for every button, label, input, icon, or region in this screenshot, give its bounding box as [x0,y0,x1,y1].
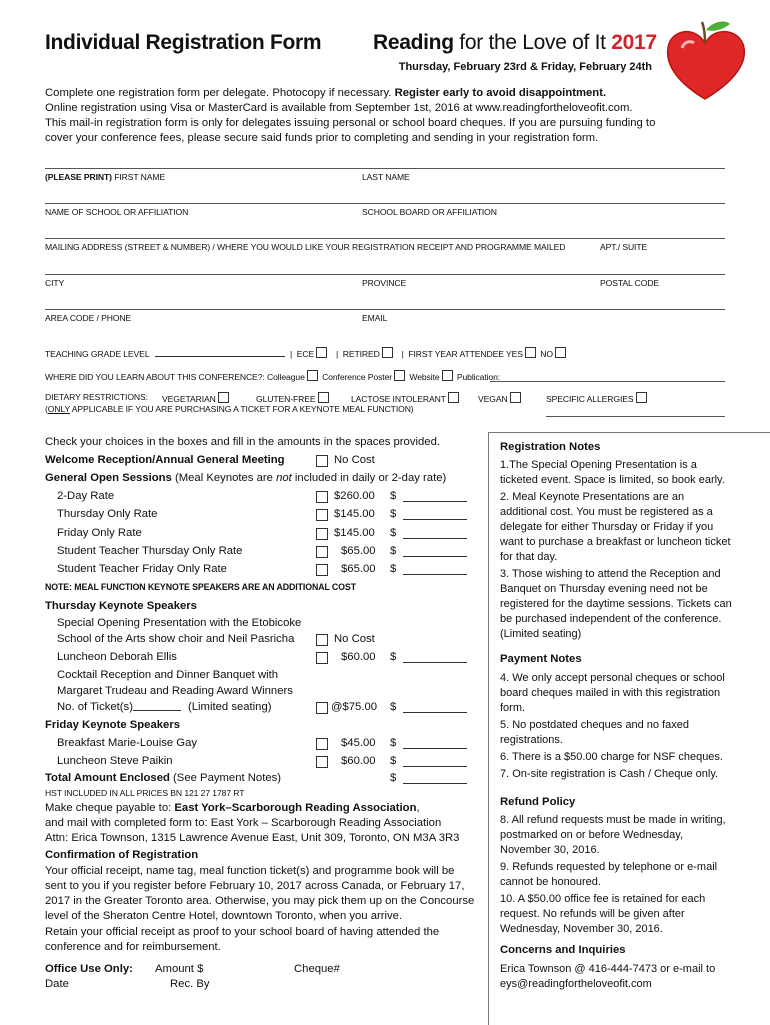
luncheon-thu-amount[interactable] [403,662,467,663]
dollar-sign: $ [390,651,397,663]
brand-for: for the Love of It [459,31,606,54]
breakfast-amount[interactable] [403,748,467,749]
payment-notes-heading: Payment Notes [500,653,582,665]
refund-notes [500,813,732,937]
cocktail-checkbox[interactable] [316,702,328,714]
brand-logo-text [373,31,657,55]
grade-input[interactable] [155,356,285,357]
confirmation-heading: Confirmation of Registration [45,849,199,861]
welcome-label: Welcome Reception/Annual General Meeting [45,454,285,466]
intro-warning: Register early to avoid disappointment. [394,87,607,99]
rate-amount[interactable] [403,519,467,520]
special-price: No Cost [334,633,375,645]
city-label: CITY [45,278,65,288]
rate-checkbox[interactable] [316,491,328,503]
rate-amount[interactable] [403,538,467,539]
first-year-yes-checkbox[interactable] [525,347,536,358]
intro-line1: Complete one registration form per delegate. Photocopy if necessary. [45,87,395,99]
city-field[interactable] [45,274,725,275]
dollar-sign: $ [390,527,397,539]
rate-price: $65.00 [341,563,376,575]
rate-label: Friday Only Rate [57,527,142,539]
total-amount[interactable] [403,783,467,784]
lactose-option: LACTOSE INTOLERANT [351,392,461,404]
ece-checkbox[interactable] [316,347,327,358]
rate-price: $145.00 [334,508,375,520]
cheque-payable: Make cheque payable to: East York–Scarborough Reading Association, [45,802,420,814]
mail-to: and mail with completed form to: East York – Scarborough Reading Association [45,817,442,829]
cocktail-amount[interactable] [403,712,467,713]
rate-amount[interactable] [403,501,467,502]
total-label: Total Amount Enclosed (See Payment Notes) [45,772,282,784]
welcome-price: No Cost [334,454,375,466]
rate-amount[interactable] [403,574,467,575]
breakfast-label: Breakfast Marie-Louise Gay [57,737,198,749]
ticket-count-input[interactable] [133,710,181,711]
board-label: SCHOOL BOARD OR AFFILIATION [362,207,497,217]
luncheon-thu-checkbox[interactable] [316,652,328,664]
tickets-label: No. of Ticket(s) [57,701,133,713]
note-item: 6. There is a $50.00 charge for NSF cheques. [500,751,723,763]
rate-label: Thursday Only Rate [57,508,158,520]
note-item: 5. No postdated cheques and no faxed registrations. [500,719,689,746]
cocktail-line1: Cocktail Reception and Dinner Banquet with [57,669,279,681]
website-checkbox[interactable] [442,370,453,381]
breakfast-price: $45.00 [341,737,376,749]
rate-checkbox[interactable] [316,528,328,540]
breakfast-checkbox[interactable] [316,738,328,750]
dollar-sign: $ [390,545,397,557]
note-item: 3. Those wishing to attend the Reception and Banquet on Thursday evening need not be registered for the daytime sessions. Tickets can be purchased independent of the conference. (Limited seating) [500,568,732,640]
allergies-input[interactable] [546,416,725,417]
retain-note: Retain your official receipt as proof to your school board of having attended the conference and for reimbursement. [45,926,440,953]
dollar-sign: $ [390,490,397,502]
dollar-sign: $ [390,737,397,749]
luncheon-thu-price: $60.00 [341,651,376,663]
intro-line2: Online registration using Visa or MasterCard is available from September 1st, 2016 at www.readingfortheloveofit.com. [45,102,633,114]
lactose-checkbox[interactable] [448,392,459,403]
last-name-label: LAST NAME [362,172,410,182]
payment-notes [500,671,732,782]
contact-info: Erica Townson @ 416-444-7473 or e-mail to eys@readingfortheloveofit.com [500,963,716,990]
note-item: 8. All refund requests must be made in writing, postmarked on or before Wednesday, November 30, 2016. [500,814,726,856]
rate-checkbox[interactable] [316,564,328,576]
note-item: 4. We only accept personal cheques or school board cheques mailed in with this registration form. [500,672,725,714]
province-label: PROVINCE [362,278,407,288]
contact-heading: Concerns and Inquiries [500,944,626,956]
dollar-sign: $ [390,701,397,713]
attention-address: Attn: Erica Townson, 1315 Lawrence Avenue East, Unit 309, Toronto, ON M3A 3R3 [45,832,460,844]
brand-year: 2017 [611,31,657,54]
refund-heading: Refund Policy [500,796,576,808]
where-learn-row: WHERE DID YOU LEARN ABOUT THIS CONFERENCE?: Colleague Conference Poster Website Publication: [45,372,501,382]
vegetarian-checkbox[interactable] [218,392,229,403]
note-item: 2. Meal Keynote Presentations are an additional cost. You must be registered as a delegate for either Thursday or Friday if you want to purchase a breakfast or luncheon ticket for that day. [500,491,731,563]
vegetarian-option: VEGETARIAN [162,392,231,404]
gluten-option: GLUTEN-FREE [256,392,331,404]
intro-line3: This mail-in registration form is only for delegates issuing personal or school board cheques. If you are pursuing funding to cover your conference fees, please secure said funds prior to completing and sending in your registration form. [45,117,656,144]
choices-intro: Check your choices in the boxes and fill in the amounts in the spaces provided. [45,436,440,448]
special-line2: School of the Arts show choir and Neil Pasricha [57,633,295,645]
mailing-field[interactable] [45,238,725,239]
hst-note: HST INCLUDED IN ALL PRICES BN 121 27 1787 RT [45,788,245,798]
rate-price: $65.00 [341,545,376,557]
confirmation-body: Your official receipt, name tag, meal function ticket(s) and programme book will be sent to you if you register before February 10, 2017 across Canada, or February 17, 2017 in the Greater Toronto area. Otherwise, you may pick them up on the Concourse level of the Sheraton Centre Hotel, downtown Toronto, when you arrive. [45,865,475,922]
limited-seating: (Limited seating) [188,701,272,713]
allergies-option: SPECIFIC ALLERGIES [546,392,649,404]
cheque-number-label: Cheque# [294,963,340,975]
intro-text [45,86,665,146]
first-name-label: (PLEASE PRINT) FIRST NAME [45,172,166,182]
mailing-label: MAILING ADDRESS (STREET & NUMBER) / WHERE YOU WOULD LIKE YOUR REGISTRATION RECEIPT AND PROGRAMME MAILED [45,242,566,252]
grade-row: TEACHING GRADE LEVEL | ECE | RETIRED | FIRST YEAR ATTENDEE YES NO [45,347,568,359]
conference-dates: Thursday, February 23rd & Friday, February 24th [398,61,652,73]
welcome-checkbox[interactable] [316,455,328,467]
registration-notes-heading: Registration Notes [500,441,601,453]
note-item: 10. A $50.00 office fee is retained for each request. No refunds will be given after Wednesday, November 30, 2016. [500,893,706,935]
luncheon-fri-label: Luncheon Steve Paikin [57,755,173,767]
retired-checkbox[interactable] [382,347,393,358]
first-name-field[interactable] [45,168,725,169]
note-item: 1.The Special Opening Presentation is a ticketed event. Space is limited, so book early. [500,459,725,486]
apple-heart-logo [660,14,750,104]
note-item: 7. On-site registration is Cash / Cheque only. [500,768,719,780]
brand-main: Reading [373,31,454,54]
luncheon-fri-price: $60.00 [341,755,376,767]
registration-notes [500,458,732,642]
school-label: NAME OF SCHOOL OR AFFILIATION [45,207,189,217]
colleague-checkbox[interactable] [307,370,318,381]
special-checkbox[interactable] [316,634,328,646]
date-label: Date [45,978,69,990]
phone-field[interactable] [45,309,725,310]
rate-label: Student Teacher Thursday Only Rate [57,545,243,557]
office-use-label: Office Use Only: [45,963,133,975]
cocktail-line2: Margaret Trudeau and Reading Award Winners [57,685,293,697]
dollar-sign: $ [390,772,397,784]
friday-heading: Friday Keynote Speakers [45,719,180,731]
apt-label: APT./ SUITE [600,242,648,252]
amount-label: Amount $ [155,963,204,975]
publication-input[interactable] [490,381,725,382]
vegan-option: VEGAN [478,392,523,404]
dollar-sign: $ [390,755,397,767]
rate-price: $260.00 [334,490,375,502]
gluten-checkbox[interactable] [318,392,329,403]
rate-checkbox[interactable] [316,546,328,558]
thursday-heading: Thursday Keynote Speakers [45,600,197,612]
luncheon-fri-checkbox[interactable] [316,756,328,768]
luncheon-thu-label: Luncheon Deborah Ellis [57,651,177,663]
luncheon-fri-amount[interactable] [403,766,467,767]
received-by-label: Rec. By [170,978,210,990]
rate-checkbox[interactable] [316,509,328,521]
rate-price: $145.00 [334,527,375,539]
dietary-note: (ONLY APPLICABLE IF YOU ARE PURCHASING A TICKET FOR A KEYNOTE MEAL FUNCTION) [45,404,414,414]
poster-checkbox[interactable] [394,370,405,381]
general-sessions-heading: General Open Sessions (Meal Keynotes are not included in daily or 2-day rate) [45,472,447,484]
grade-label: TEACHING GRADE LEVEL [45,349,150,359]
email-label: EMAIL [362,313,388,323]
cocktail-price: @$75.00 [331,701,378,713]
vegan-checkbox[interactable] [510,392,521,403]
school-field[interactable] [45,203,725,204]
dollar-sign: $ [390,563,397,575]
dollar-sign: $ [390,508,397,520]
phone-label: AREA CODE / PHONE [45,313,132,323]
rate-amount[interactable] [403,556,467,557]
form-title: Individual Registration Form [45,31,322,54]
postal-label: POSTAL CODE [600,278,660,288]
rate-label: Student Teacher Friday Only Rate [57,563,227,575]
dietary-label: DIETARY RESTRICTIONS: [45,392,148,402]
allergies-checkbox[interactable] [636,392,647,403]
first-year-no-checkbox[interactable] [555,347,566,358]
rate-label: 2-Day Rate [57,490,115,502]
meal-note: NOTE: MEAL FUNCTION KEYNOTE SPEAKERS ARE AN ADDITIONAL COST [45,582,356,592]
note-item: 9. Refunds requested by telephone or e-mail cannot be honoured. [500,861,718,888]
special-line1: Special Opening Presentation with the Etobicoke [57,617,302,629]
